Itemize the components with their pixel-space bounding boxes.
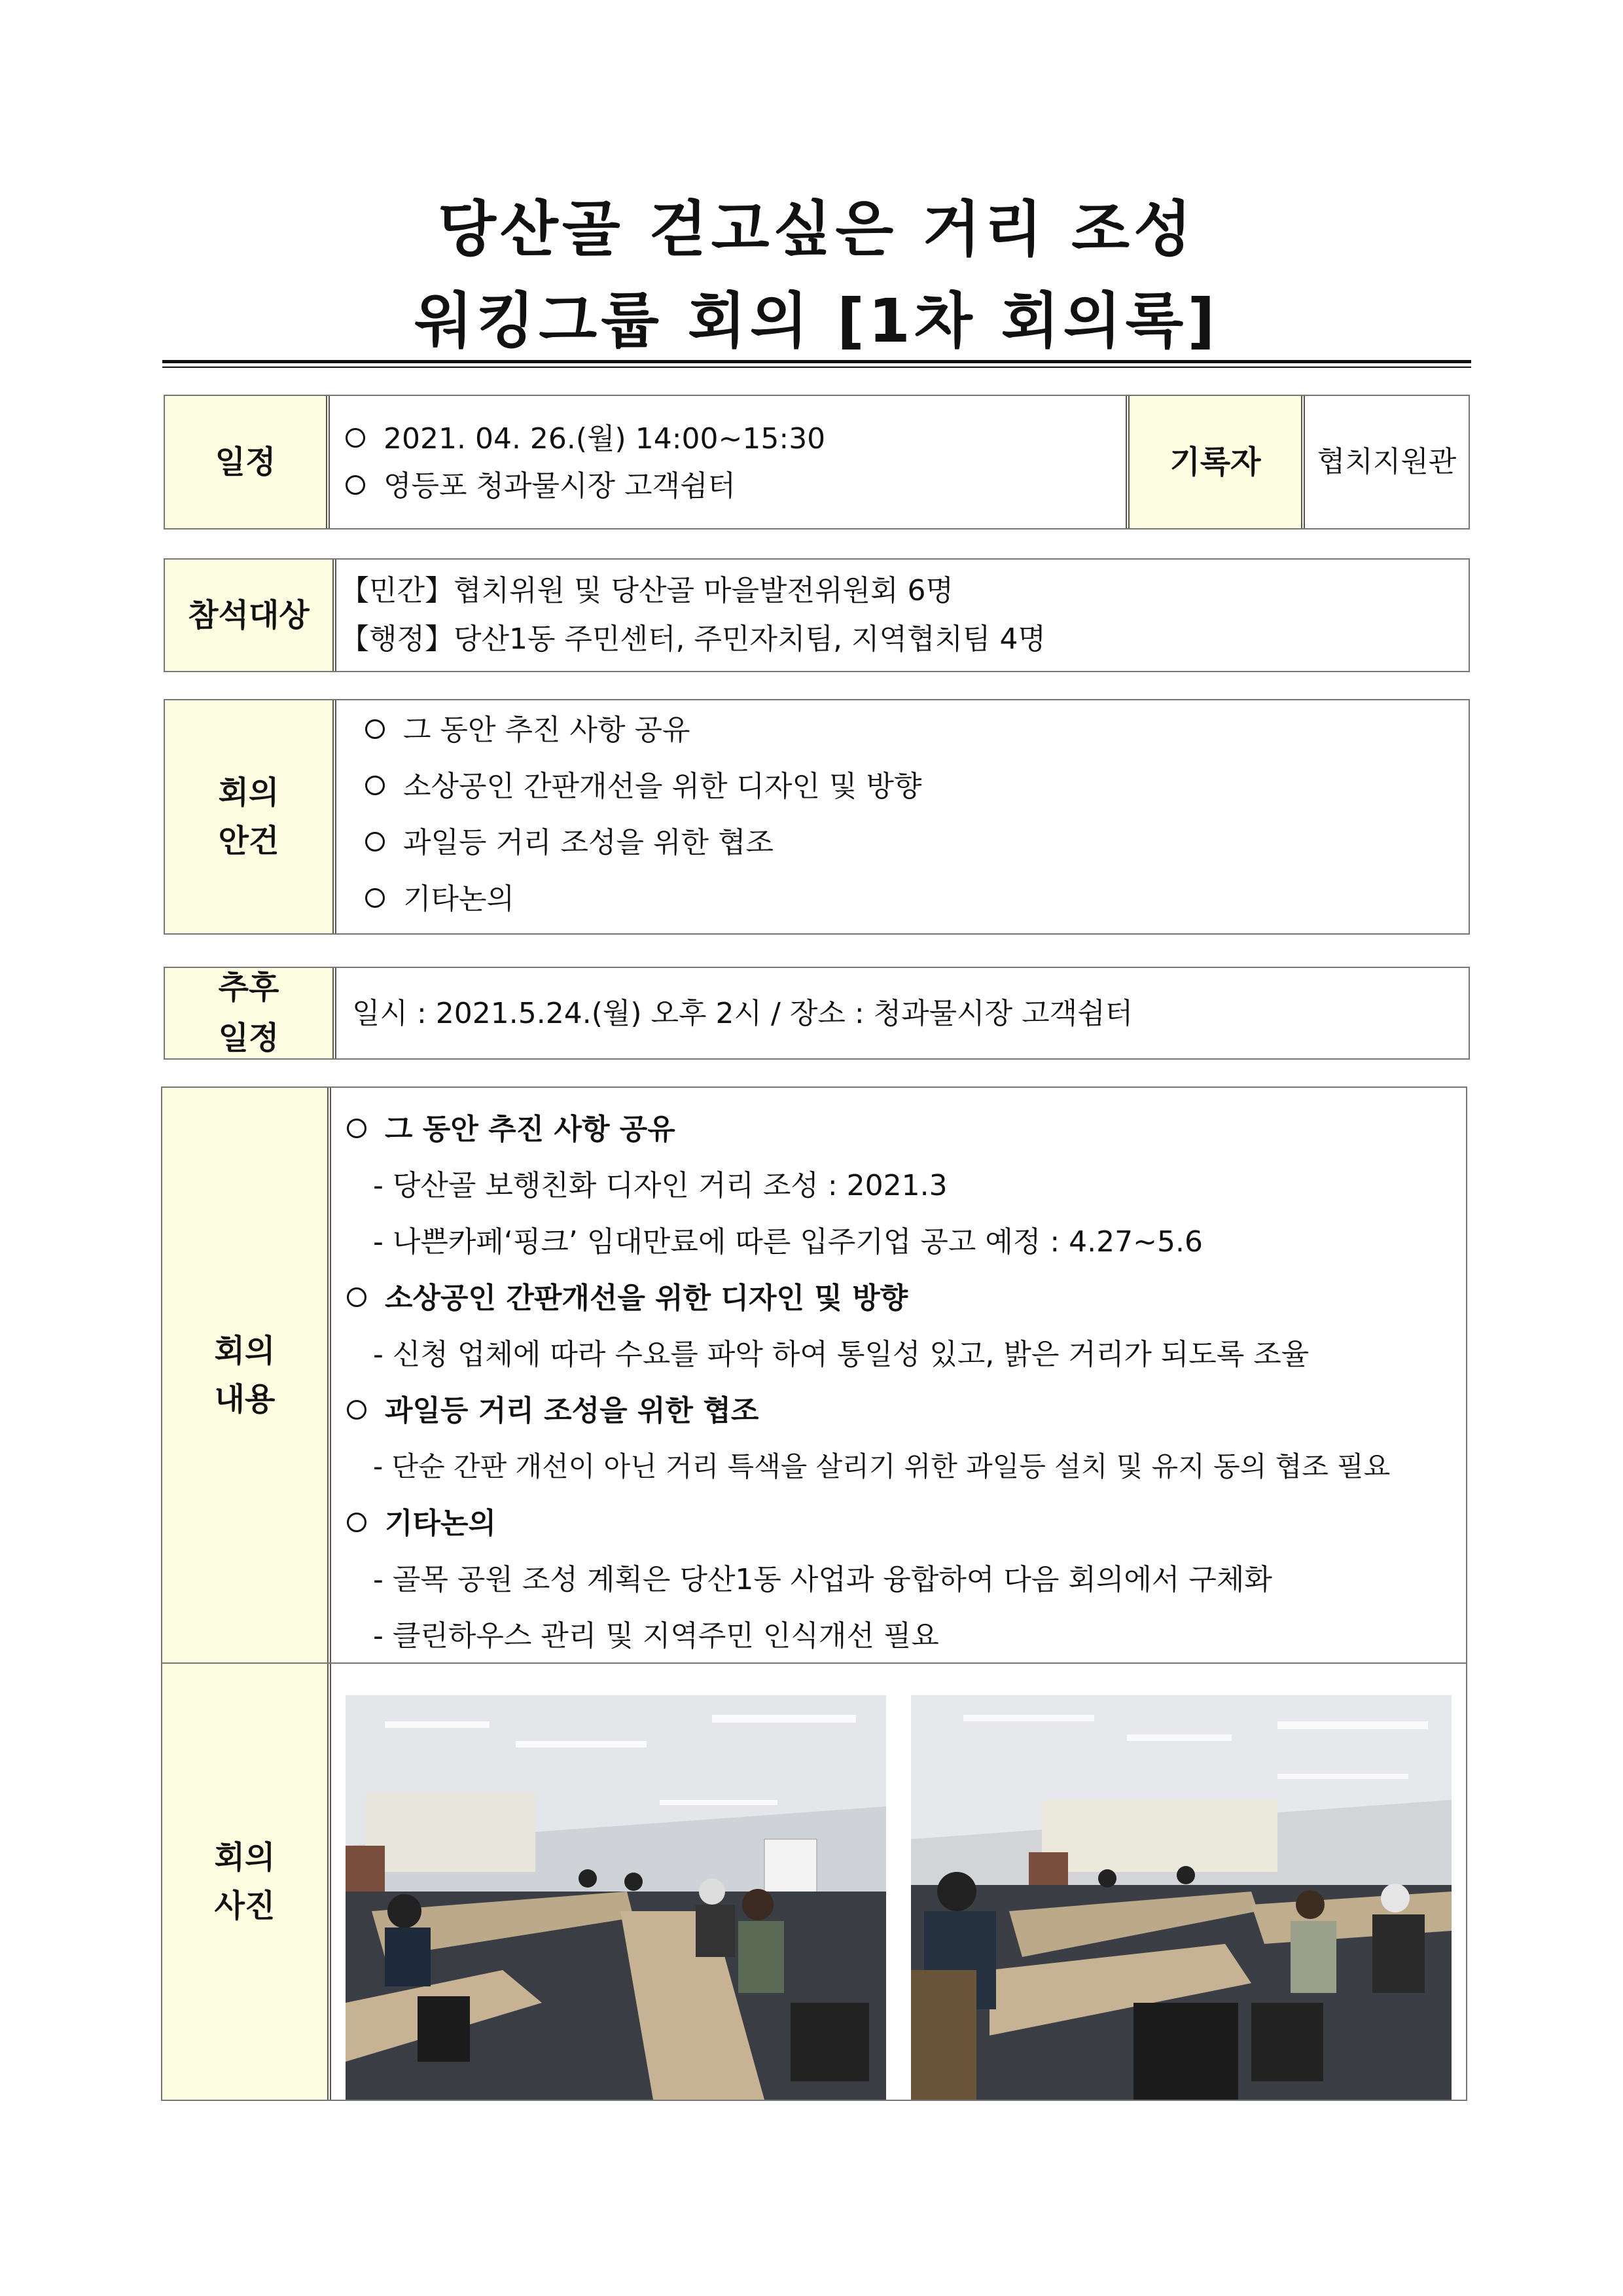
agenda-item-text: 소상공인 간판개선을 위한 디자인 및 방향 bbox=[403, 770, 922, 803]
content-heading-text: 소상공인 간판개선을 위한 디자인 및 방향 bbox=[385, 1282, 908, 1315]
agenda-item bbox=[365, 882, 515, 916]
content-bullet: - 골목 공원 조성 계획은 당산1동 사업과 융합하여 다음 회의에서 구체화 bbox=[373, 1563, 1272, 1596]
document-title-line2: 워킹그룹 회의 [1차 회의록] bbox=[414, 286, 1219, 356]
next-meeting-label-line2: 일정 bbox=[218, 1020, 279, 1056]
content-label bbox=[162, 1088, 331, 1662]
bullet-circle-icon bbox=[347, 1513, 366, 1532]
schedule-place: 영등포 청과물시장 고객쉼터 bbox=[383, 469, 736, 503]
content-bullet: - 나쁜카페‘핑크’ 임대만료에 따른 입주기업 공고 예정 : 4.27~5.6 bbox=[373, 1225, 1203, 1259]
agenda-item bbox=[365, 713, 690, 747]
bullet-circle-icon bbox=[346, 428, 365, 448]
bullet-circle-icon bbox=[347, 1400, 366, 1420]
document-title-line1: 당산골 걷고싶은 거리 조성 bbox=[438, 194, 1196, 264]
content-bullet: - 당산골 보행친화 디자인 거리 조성 : 2021.3 bbox=[373, 1169, 948, 1202]
schedule-date-row bbox=[346, 422, 826, 456]
bullet-circle-icon bbox=[365, 719, 385, 739]
next-meeting-text: 일시 : 2021.5.24.(월) 오후 2시 / 장소 : 청과물시장 고객쉼터 bbox=[352, 997, 1133, 1030]
attendees-table bbox=[164, 558, 1470, 672]
meeting-content-table bbox=[161, 1086, 1467, 2101]
attendees-private: 【민간】협치위원 및 당산골 마을발전위원회 6명 bbox=[340, 574, 954, 607]
content-bullet: - 신청 업체에 따라 수요를 파악 하여 통일성 있고, 밝은 거리가 되도록 조율 bbox=[373, 1338, 1310, 1371]
bullet-circle-icon bbox=[347, 1119, 366, 1138]
bullet-circle-icon bbox=[365, 888, 385, 908]
agenda-table bbox=[164, 699, 1470, 935]
meeting-photo bbox=[346, 1695, 886, 2100]
agenda-item bbox=[365, 772, 922, 801]
agenda-label-line1: 회의 bbox=[218, 774, 279, 811]
content-heading bbox=[347, 1394, 759, 1427]
agenda-label bbox=[165, 700, 336, 933]
schedule-place-row bbox=[346, 469, 736, 503]
agenda-label-line2: 안건 bbox=[218, 823, 279, 859]
content-heading-text: 기타논의 bbox=[385, 1507, 497, 1540]
recorder-value-cell bbox=[1305, 396, 1469, 528]
bullet-circle-icon bbox=[365, 832, 385, 852]
content-body bbox=[331, 1088, 1466, 1662]
meeting-room-photo-icon bbox=[346, 1695, 886, 2100]
agenda-item bbox=[365, 826, 774, 859]
photos-label-line2: 사진 bbox=[214, 1888, 276, 1924]
content-heading bbox=[347, 1509, 496, 1538]
content-heading bbox=[347, 1115, 675, 1144]
content-heading-text: 과일등 거리 조성을 위한 협조 bbox=[385, 1394, 759, 1427]
schedule-details bbox=[330, 396, 1126, 528]
meeting-room-photo-icon bbox=[911, 1695, 1452, 2100]
bullet-circle-icon bbox=[365, 776, 385, 795]
agenda-item-text: 그 동안 추진 사항 공유 bbox=[403, 713, 690, 747]
agenda-items bbox=[336, 700, 1469, 933]
attendees-admin: 【행정】당산1동 주민센터, 주민자치팀, 지역협치팀 4명 bbox=[340, 622, 1046, 656]
content-label-line2: 내용 bbox=[214, 1381, 276, 1418]
content-heading bbox=[347, 1284, 908, 1313]
row-divider bbox=[162, 1662, 1466, 1664]
title-underline bbox=[162, 360, 1471, 363]
bullet-circle-icon bbox=[347, 1287, 366, 1307]
photos-label-line1: 회의 bbox=[214, 1839, 276, 1876]
next-meeting-label-line1: 추후 bbox=[218, 969, 279, 1007]
content-label-line1: 회의 bbox=[214, 1332, 276, 1369]
meeting-photo bbox=[911, 1695, 1452, 2100]
content-bullet: - 단순 간판 개선이 아닌 거리 특색을 살리기 위한 과일등 설치 및 유지 동의 협조 필요 bbox=[373, 1450, 1391, 1482]
agenda-item-text: 과일등 거리 조성을 위한 협조 bbox=[403, 826, 774, 859]
agenda-item-text: 기타논의 bbox=[403, 882, 515, 916]
attendees-details bbox=[336, 560, 1469, 671]
recorder-value: 협치지원관 bbox=[1317, 445, 1457, 478]
next-meeting-table bbox=[164, 967, 1470, 1060]
schedule-table bbox=[164, 395, 1470, 529]
schedule-date-time: 2021. 04. 26.(월) 14:00~15:30 bbox=[383, 422, 826, 456]
recorder-label: 기록자 bbox=[1126, 396, 1305, 528]
content-bullet: - 클린하우스 관리 및 지역주민 인식개선 필요 bbox=[373, 1619, 939, 1653]
next-meeting-label bbox=[165, 968, 336, 1058]
attendees-label: 참석대상 bbox=[165, 560, 336, 671]
next-meeting-details bbox=[336, 968, 1469, 1058]
schedule-label: 일정 bbox=[165, 396, 330, 528]
content-heading-text: 그 동안 추진 사항 공유 bbox=[385, 1113, 675, 1146]
bullet-circle-icon bbox=[346, 475, 365, 495]
title-underline-thin bbox=[162, 367, 1471, 368]
photos-label bbox=[162, 1664, 331, 2100]
